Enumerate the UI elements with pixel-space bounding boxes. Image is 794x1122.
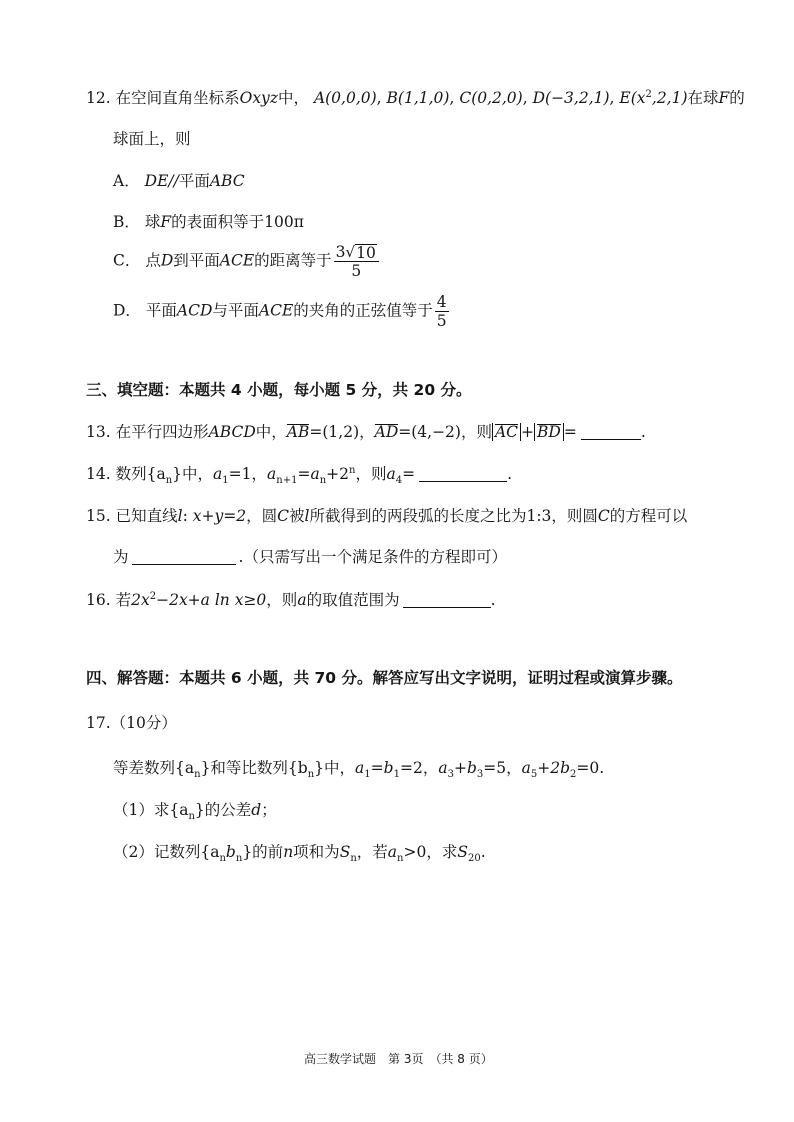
q16-number: 16.: [86, 591, 111, 609]
q12-option-d: D． 平面ACD与平面ACE的夹角的正弦值等于 $\frac{4}{5}$: [113, 293, 447, 330]
q15-stem: 15. 已知直线l: x+y=2，圆C被l所截得到的两段弧的长度之比为1:3，则圆C的方程可以: [86, 507, 688, 525]
fraction-4-over-5: $\frac{4}{5}$: [436, 293, 447, 330]
q15-number: 15.: [86, 507, 111, 525]
fraction-3sqrt10-over-5: 3 √ 10 5: [334, 243, 379, 280]
page-footer: 高三数学试题 第 3页 （共 8 页）: [304, 1052, 493, 1066]
q12-stem-line2: 球面上，则: [113, 130, 191, 148]
q15-answer-blank[interactable]: [132, 549, 236, 565]
q16-stem: 16. 若$2x^2-2x+a$ ln x≥0，则a的取值范围为 .: [86, 591, 496, 609]
q13-answer-blank[interactable]: [581, 424, 641, 440]
q12-option-a: A． DE//平面ABC: [113, 172, 245, 190]
q12-option-c: C． 点D到平面ACE的距离等于 3 √ 10 5: [113, 243, 381, 280]
q12-stem: 12. 在空间直角坐标系Oxyz中， A(0,0,0), B(1,1,0), C(0,2,0), D(−3,2,1), $E(x^2,2,1)$在球F的: [86, 89, 745, 107]
q12-option-b: B． 球F的表面积等于100π: [113, 213, 304, 231]
q14-stem: 14. 数列$\{a_n\}$中，$a_1=1$，$a_{n+1}=a_n+2^n$，则$a_4=$ .: [86, 465, 513, 486]
q15-stem-line2: 为 .（只需写出一个满足条件的方程即可）: [113, 548, 507, 566]
q13-number: 13.: [86, 423, 111, 441]
q17-part-1: （1）求$\{a_n\}$的公差d；: [113, 801, 277, 822]
q16-answer-blank[interactable]: [403, 592, 491, 608]
q14-number: 14.: [86, 465, 111, 483]
q12-number: 12.: [86, 89, 111, 107]
q13-stem: 13. 在平行四边形ABCD中，AB=(1,2)，AD=(4,−2)，则 AC + BD = .: [86, 423, 646, 441]
q17-number: 17.（10分）: [86, 714, 177, 732]
q14-answer-blank[interactable]: [419, 466, 507, 482]
q17-stem: 等差数列$\{a_n\}$和等比数列$\{b_n\}$中，$a_1=b_1=2$，$a_3+b_3=5$，$a_5+2b_2=0$.: [113, 759, 605, 780]
section-4-heading: 四、解答题：本题共 6 小题，共 70 分。解答应写出文字说明，证明过程或演算步骤。: [86, 669, 683, 687]
q17-part-2: （2）记数列$\{a_nb_n\}$的前n项和为$S_n$，若$a_n>0$，求$S_{20}$.: [113, 843, 486, 864]
section-3-heading: 三、填空题：本题共 4 小题，每小题 5 分，共 20 分。: [86, 381, 472, 399]
